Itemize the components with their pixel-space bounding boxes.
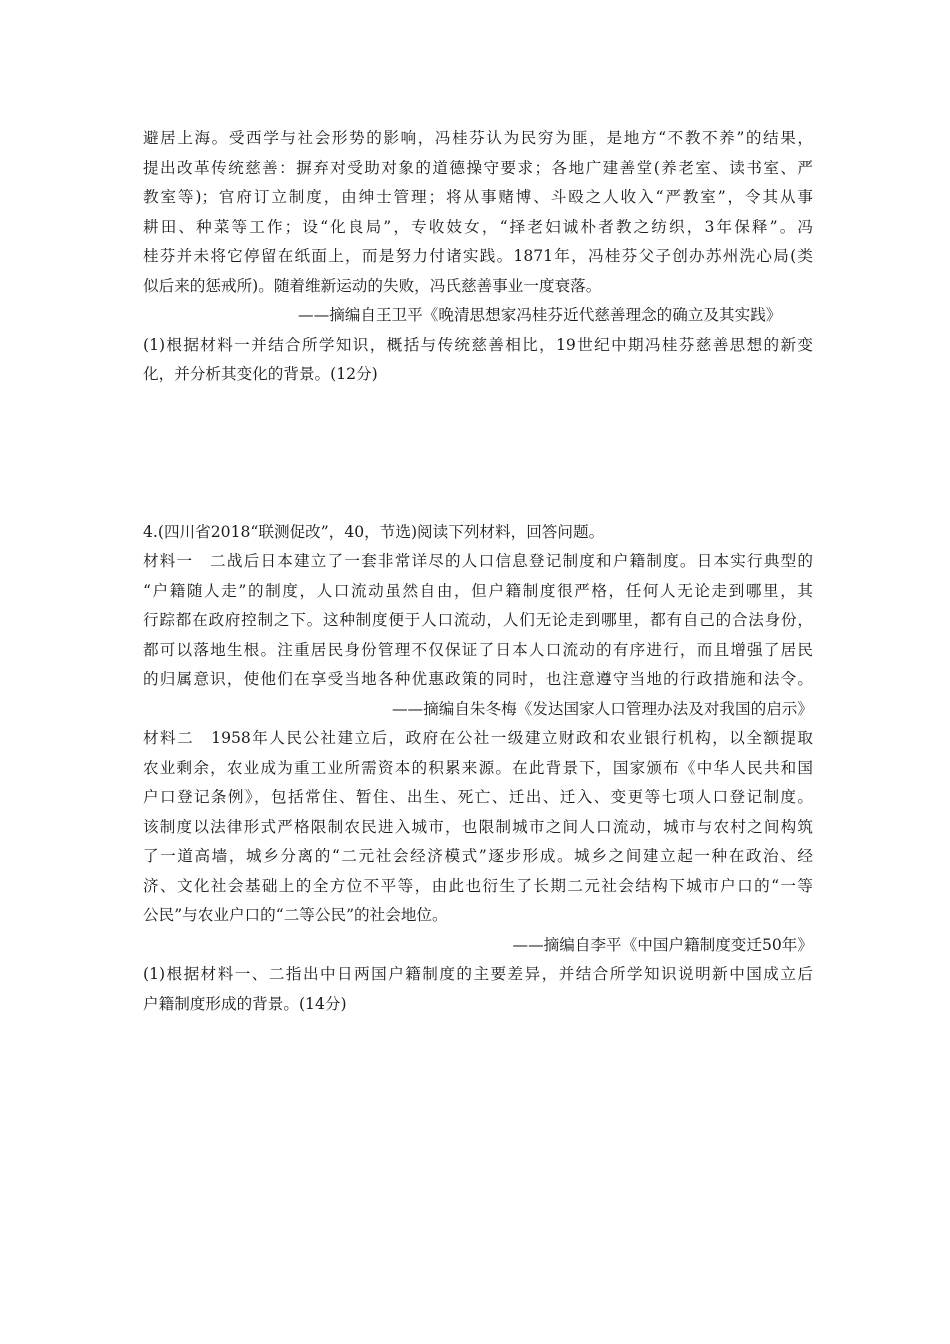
question-line: (1)根据材料一、二指出中日两国户籍制度的主要差异，并结合所学知识说明新中国成立后 <box>143 965 813 983</box>
question-line: 户籍制度形成的背景。(14分) <box>143 994 347 1013</box>
text-line: 的归属意识，使他们在享受当地各种优惠政策的同时，也注意遵守当地的行政措施和法令。 <box>143 670 813 688</box>
material-two <box>143 724 813 931</box>
question-1-section-2 <box>143 960 813 1019</box>
text-line: 户口登记条例》，包括常住、暂住、出生、死亡、迁出、迁入、变更等七项人口登记制度。 <box>143 788 813 806</box>
text-line: 了一道高墙，城乡分离的“二元社会经济模式”逐步形成。城乡之间建立起一种在政治、经 <box>143 847 813 865</box>
text-line: 桂芬并未将它停留在纸面上，而是努力付诸实践。1871年，冯桂芬父子创办苏州洗心局(类 <box>143 247 813 265</box>
document-page <box>143 124 813 1019</box>
text-line: 提出改革传统慈善：摒弃对受助对象的道德操守要求；各地广建善堂(养老室、读书室、严 <box>143 158 813 177</box>
citation: ——摘编自朱冬梅《发达国家人口管理办法及对我国的启示》 <box>391 699 813 718</box>
question-heading: 4.(四川省2018“联测促改”，40，节选)阅读下列材料，回答问题。 <box>143 522 605 541</box>
text-line: 都可以落地生根。注重居民身份管理不仅保证了日本人口流动的有序进行，而且增强了居民 <box>143 640 813 659</box>
material-one <box>143 547 813 695</box>
text-line: 材料二 1958年人民公社建立后，政府在公社一级建立财政和农业银行机构，以全额提取 <box>143 729 813 747</box>
text-line: 公民”与农业户口的“二等公民”的社会地位。 <box>143 906 448 924</box>
text-line: “户籍随人走”的制度，人口流动虽然自由，但户籍制度很严格，任何人无论走到哪里，其 <box>143 581 813 600</box>
question-1 <box>143 331 813 390</box>
question-line: (1)根据材料一并结合所学知识，概括与传统慈善相比，19世纪中期冯桂芬慈善思想的新变 <box>143 335 813 354</box>
text-line: 济、文化社会基础上的全方位不平等，由此也衍生了长期二元社会结构下城市户口的“一等 <box>143 876 813 895</box>
text-line: 行踪都在政府控制之下。这种制度便于人口流动，人们无论走到哪里，都有自己的合法身份， <box>143 611 813 629</box>
text-line: 材料一 二战后日本建立了一套非常详尽的人口信息登记制度和户籍制度。日本实行典型的 <box>143 552 813 570</box>
text-line: 该制度以法律形式严格限制农民进入城市，也限制城市之间人口流动，城市与农村之间构筑 <box>143 817 813 836</box>
material-passage-feng-guifen <box>143 124 813 301</box>
text-line: 似后来的惩戒所)。随着维新运动的失败，冯氏慈善事业一度衰落。 <box>143 276 602 295</box>
answer-space <box>143 390 813 518</box>
text-line: 教室等)；官府订立制度，由绅士管理；将从事赌博、斗殴之人收入“严教室”，令其从事 <box>143 188 813 206</box>
citation: ——摘编自李平《中国户籍制度变迁50年》 <box>512 935 813 954</box>
text-line: 耕田、种菜等工作；设“化良局”，专收妓女，“择老妇诚朴者教之纺织，3年保释”。冯 <box>143 217 813 236</box>
question-line: 化，并分析其变化的背景。(12分) <box>143 365 378 383</box>
text-line: 农业剩余，农业成为重工业所需资本的积累来源。在此背景下，国家颁布《中华人民共和国 <box>143 758 813 777</box>
text-line: 避居上海。受西学与社会形势的影响，冯桂芬认为民穷为匪，是地方“不教不养”的结果， <box>143 129 813 147</box>
citation: ——摘编自王卫平《晚清思想家冯桂芬近代慈善理念的确立及其实践》 <box>298 306 782 324</box>
